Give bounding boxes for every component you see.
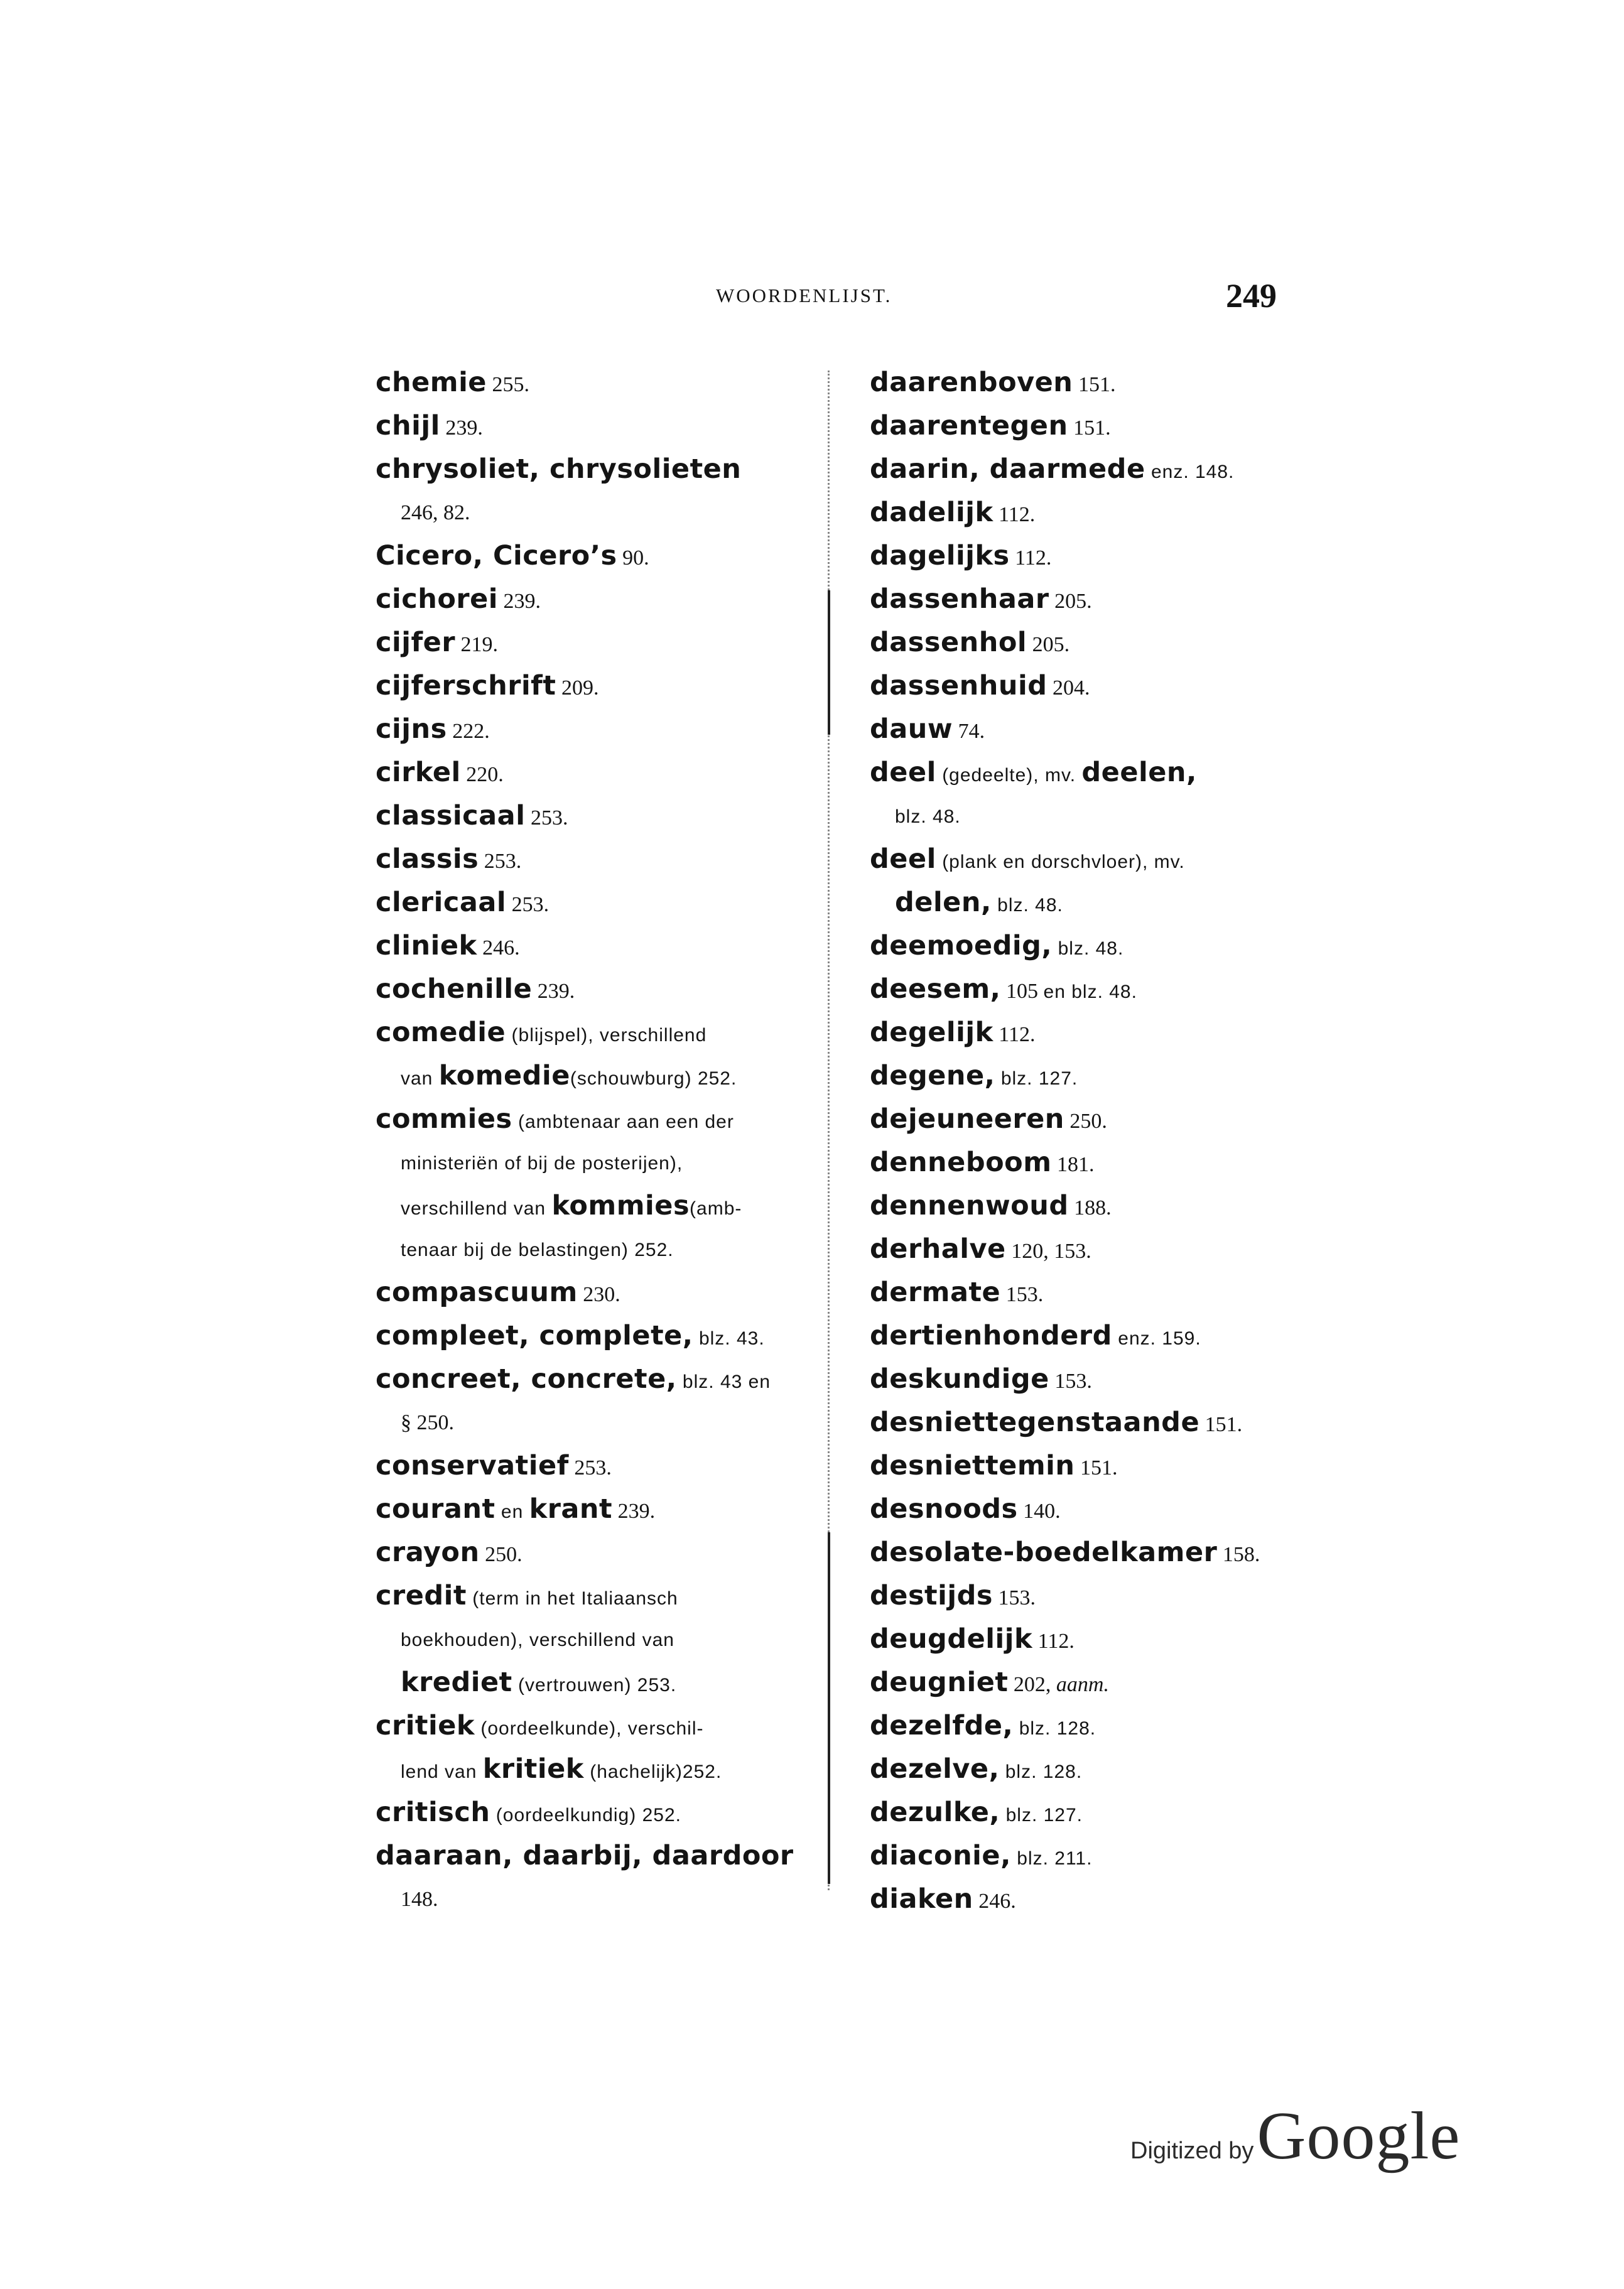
entry-line	[870, 1704, 1287, 1748]
page-ref: 239.	[440, 416, 483, 440]
connector: en	[495, 1502, 529, 1522]
headword: compascuum	[376, 1277, 578, 1308]
page-ref: blz. 128.	[1013, 1718, 1096, 1739]
page-ref: blz. 43 en	[676, 1372, 771, 1392]
headword: credit	[376, 1580, 467, 1611]
headword: cliniek	[376, 930, 477, 961]
entry-line	[870, 968, 1287, 1011]
headword: classis	[376, 843, 479, 875]
page-ref: 253.	[506, 893, 549, 916]
page-ref: 158.	[1217, 1543, 1260, 1566]
page-ref: 250.	[479, 1543, 522, 1566]
definition-note: ministeriën of bij de posterijen),	[401, 1153, 683, 1174]
entry-line	[376, 751, 793, 794]
page-ref: enz. 148.	[1145, 462, 1235, 482]
headword: dezelfde,	[870, 1710, 1014, 1741]
entry-line	[376, 881, 793, 924]
headword: dezulke,	[870, 1797, 1000, 1828]
headword: desniettemin	[870, 1450, 1075, 1481]
page-ref: 253.	[525, 806, 568, 830]
entry-line	[376, 1184, 793, 1228]
page-ref: 202,	[1008, 1673, 1056, 1696]
page-ref: blz. 127.	[1000, 1805, 1083, 1826]
entry-line	[870, 621, 1287, 664]
headword: critisch	[376, 1797, 490, 1828]
headword: dertienhonderd	[870, 1320, 1112, 1351]
headword: diaken	[870, 1883, 973, 1915]
definition-note: (term in het Italiaansch	[466, 1588, 678, 1609]
entry-line	[870, 838, 1287, 881]
entry-line	[870, 751, 1287, 794]
page-ref: 153.	[1000, 1283, 1044, 1306]
page-ref: 246, 82.	[401, 501, 470, 524]
page-ref: § 250.	[401, 1411, 454, 1434]
entry-line	[376, 578, 793, 621]
page-ref: 253.	[479, 850, 522, 873]
page-ref: blz. 48.	[991, 895, 1063, 916]
entry-line	[376, 1488, 793, 1531]
definition-note: (vertrouwen) 253.	[512, 1675, 677, 1696]
entry-line	[376, 404, 793, 448]
page-ref: 219.	[455, 633, 499, 656]
headword: destijds	[870, 1580, 993, 1611]
headword: deel	[870, 757, 936, 788]
right-column	[870, 361, 1287, 1921]
headword: chemie	[376, 367, 487, 398]
entry-line	[376, 448, 793, 491]
entry-line	[376, 1401, 793, 1444]
headword: critiek	[376, 1710, 475, 1741]
entry-line	[870, 1054, 1287, 1098]
entry-line	[376, 1704, 793, 1748]
page-ref: 239.	[497, 590, 541, 613]
entry-line	[376, 1791, 793, 1834]
entry-line	[870, 491, 1287, 534]
definition-note: van	[401, 1068, 439, 1089]
page-ref: 153.	[992, 1586, 1036, 1610]
headword: chrysoliet, chrysolieten	[376, 453, 742, 485]
definition-note: (oordeelkunde), verschil-	[475, 1718, 704, 1739]
entry-line	[376, 1834, 793, 1878]
entry-line	[870, 664, 1287, 708]
entry-line	[376, 1054, 793, 1098]
headword: deel	[870, 843, 936, 875]
headword: cijfer	[376, 627, 456, 658]
entry-line	[870, 1141, 1287, 1184]
entry-line	[376, 491, 793, 534]
headword: diaconie,	[870, 1840, 1011, 1871]
headword: commies	[376, 1103, 512, 1135]
page-ref: 112.	[1032, 1630, 1075, 1653]
headword: dassenhol	[870, 627, 1027, 658]
entry-line	[870, 1748, 1287, 1791]
entry-line	[376, 1574, 793, 1618]
entry-line	[870, 1271, 1287, 1314]
entry-line	[376, 1444, 793, 1488]
running-header: WOORDENLIJST.	[716, 284, 892, 306]
entry-line	[376, 794, 793, 838]
page-ref: 246.	[973, 1890, 1016, 1913]
page-ref: 151.	[1073, 373, 1116, 396]
headword: cochenille	[376, 973, 533, 1005]
definition-note: (blijspel), verschillend	[506, 1025, 707, 1046]
headword: classicaal	[376, 800, 526, 831]
headword: deugdelijk	[870, 1623, 1033, 1655]
headword: desnoods	[870, 1493, 1018, 1525]
headword: denneboom	[870, 1147, 1052, 1178]
headword: daarin, daarmede	[870, 453, 1145, 485]
page-ref: 205.	[1027, 633, 1070, 656]
entry-line	[376, 1314, 793, 1358]
headword: compleet, complete,	[376, 1320, 693, 1351]
page-ref: 255.	[486, 373, 529, 396]
entry-line	[376, 1618, 793, 1661]
page-ref: 204.	[1047, 676, 1090, 700]
headword: cijns	[376, 713, 447, 745]
definition-note: (oordeelkundig) 252.	[490, 1805, 681, 1826]
definition-note: (amb-	[690, 1198, 742, 1219]
headword: deesem,	[870, 973, 1001, 1005]
headword: dermate	[870, 1277, 1001, 1308]
headword: chijl	[376, 410, 440, 441]
page-ref: 222.	[447, 720, 490, 743]
page-ref: 151.	[1199, 1413, 1243, 1436]
page-ref: en blz. 48.	[1043, 982, 1137, 1002]
definition-note: verschillend van	[401, 1198, 552, 1219]
entry-line	[376, 1141, 793, 1184]
page-ref: 230.	[577, 1283, 620, 1306]
entry-line	[376, 968, 793, 1011]
page-ref: blz. 127.	[995, 1068, 1078, 1089]
entry-line	[870, 1618, 1287, 1661]
headword: daarenboven	[870, 367, 1073, 398]
page-ref: 188.	[1068, 1196, 1112, 1220]
headword: dadelijk	[870, 497, 993, 528]
headword: komedie	[438, 1060, 570, 1091]
entry-line	[870, 1444, 1287, 1488]
page-ref: 209.	[556, 676, 599, 700]
page-ref: 239.	[532, 980, 575, 1003]
page-ref: 148.	[401, 1888, 438, 1911]
entry-line	[870, 1358, 1287, 1401]
google-logo: Google	[1257, 2099, 1461, 2173]
headword: desolate-boedelkamer	[870, 1537, 1218, 1568]
entry-line	[870, 1661, 1287, 1704]
headword: deskundige	[870, 1363, 1049, 1395]
headword: delen,	[895, 887, 992, 918]
page-ref: blz. 48.	[895, 806, 961, 827]
headword: desniettegenstaande	[870, 1407, 1200, 1438]
page-ref: 250.	[1064, 1110, 1107, 1133]
headword: krediet	[401, 1667, 512, 1698]
definition-note: lend van	[401, 1761, 483, 1782]
entry-line	[376, 1878, 793, 1921]
headword: cijferschrift	[376, 670, 556, 701]
entry-line	[376, 361, 793, 404]
headword: cirkel	[376, 757, 461, 788]
page-ref: blz. 128.	[999, 1761, 1083, 1782]
page-ref: 74.	[953, 720, 985, 743]
headword: degene,	[870, 1060, 995, 1091]
entry-line	[376, 1271, 793, 1314]
definition-note: tenaar bij de belastingen) 252.	[401, 1240, 674, 1260]
entry-line	[376, 1748, 793, 1791]
entry-line	[376, 534, 793, 578]
entry-line	[870, 578, 1287, 621]
page-ref: blz. 211.	[1010, 1848, 1093, 1869]
page-ref: 105	[1000, 980, 1044, 1003]
headword: deelen,	[1081, 757, 1197, 788]
headword: krant	[529, 1493, 613, 1525]
headword: courant	[376, 1493, 495, 1525]
definition-note: (schouwburg) 252.	[570, 1068, 737, 1089]
definition-note: (ambtenaar aan een der	[512, 1112, 734, 1132]
entry-line	[870, 534, 1287, 578]
page-ref: blz. 48.	[1052, 938, 1124, 959]
definition-note: boekhouden), verschillend van	[401, 1630, 674, 1650]
page-ref: 153.	[1049, 1370, 1092, 1393]
headword: dennenwoud	[870, 1190, 1069, 1221]
headword: dejeuneeren	[870, 1103, 1064, 1135]
page-ref: 181.	[1051, 1153, 1095, 1176]
entry-line	[376, 1531, 793, 1574]
entry-line	[870, 794, 1287, 838]
digitized-by-label: Digitized by	[1130, 2138, 1254, 2164]
entry-line	[376, 664, 793, 708]
headword: crayon	[376, 1537, 480, 1568]
headword: cichorei	[376, 583, 498, 615]
annotation-note: aanm.	[1056, 1673, 1109, 1696]
page-ref: enz. 159.	[1112, 1328, 1201, 1349]
entry-line	[870, 924, 1287, 968]
page-ref: 112.	[993, 503, 1036, 526]
entry-line	[870, 1228, 1287, 1271]
entry-line	[870, 1011, 1287, 1054]
entry-line	[870, 448, 1287, 491]
entry-line	[870, 404, 1287, 448]
headword: clericaal	[376, 887, 507, 918]
entry-line	[870, 1098, 1287, 1141]
headword: Cicero, Cicero’s	[376, 540, 617, 571]
entry-line	[870, 1791, 1287, 1834]
page-ref: 205.	[1049, 590, 1092, 613]
headword: deugniet	[870, 1667, 1009, 1698]
entry-line	[870, 1834, 1287, 1878]
entry-line	[870, 1401, 1287, 1444]
page-ref: 151.	[1068, 416, 1111, 440]
entry-line	[870, 708, 1287, 751]
entry-line	[870, 1314, 1287, 1358]
entry-line	[870, 881, 1287, 924]
page-ref: 246.	[477, 936, 520, 960]
left-column	[376, 361, 793, 1921]
headword: daarentegen	[870, 410, 1068, 441]
definition-note: (plank en dorschvloer), mv.	[936, 852, 1185, 872]
entry-line	[376, 1098, 793, 1141]
definition-note: (hachelijk)252.	[583, 1761, 722, 1782]
page-ref: 140.	[1017, 1500, 1061, 1523]
column-separator-rule	[828, 1532, 830, 1884]
entry-line	[376, 1011, 793, 1054]
headword: comedie	[376, 1017, 506, 1048]
page-ref: 112.	[993, 1023, 1036, 1046]
headword: kritiek	[482, 1753, 584, 1785]
headword: dezelve,	[870, 1753, 1000, 1785]
entry-line	[376, 838, 793, 881]
page-ref: 220.	[460, 763, 504, 786]
entry-line	[376, 1228, 793, 1271]
entry-line	[870, 1878, 1287, 1921]
headword: derhalve	[870, 1233, 1006, 1265]
digitized-by-google-watermark	[1130, 2097, 1460, 2175]
page-ref: 151.	[1075, 1456, 1118, 1480]
headword: dassenhaar	[870, 583, 1049, 615]
page-ref: 120, 153.	[1005, 1240, 1091, 1263]
entry-line	[870, 1184, 1287, 1228]
headword: daaraan, daarbij, daardoor	[376, 1840, 794, 1871]
entry-line	[870, 1574, 1287, 1618]
headword: dauw	[870, 713, 953, 745]
headword: concreet, concrete,	[376, 1363, 677, 1395]
page-ref: 112.	[1009, 546, 1052, 570]
page-ref: blz. 43.	[693, 1328, 765, 1349]
column-separator-rule	[828, 590, 830, 735]
page-ref: 239.	[612, 1500, 656, 1523]
headword: dassenhuid	[870, 670, 1047, 701]
headword: degelijk	[870, 1017, 993, 1048]
entry-line	[870, 1488, 1287, 1531]
entry-line	[376, 924, 793, 968]
entry-line	[376, 708, 793, 751]
entry-line	[376, 621, 793, 664]
headword: conservatief	[376, 1450, 569, 1481]
headword: dagelijks	[870, 540, 1010, 571]
headword: deemoedig,	[870, 930, 1053, 961]
entry-line	[376, 1358, 793, 1401]
page-number: 249	[1226, 277, 1277, 315]
page-ref: 90.	[617, 546, 649, 570]
entry-line	[870, 1531, 1287, 1574]
page-ref: 253.	[568, 1456, 612, 1480]
entry-line	[870, 361, 1287, 404]
headword: kommies	[551, 1190, 690, 1221]
entry-line	[376, 1661, 793, 1704]
definition-note: (gedeelte), mv.	[936, 765, 1082, 786]
